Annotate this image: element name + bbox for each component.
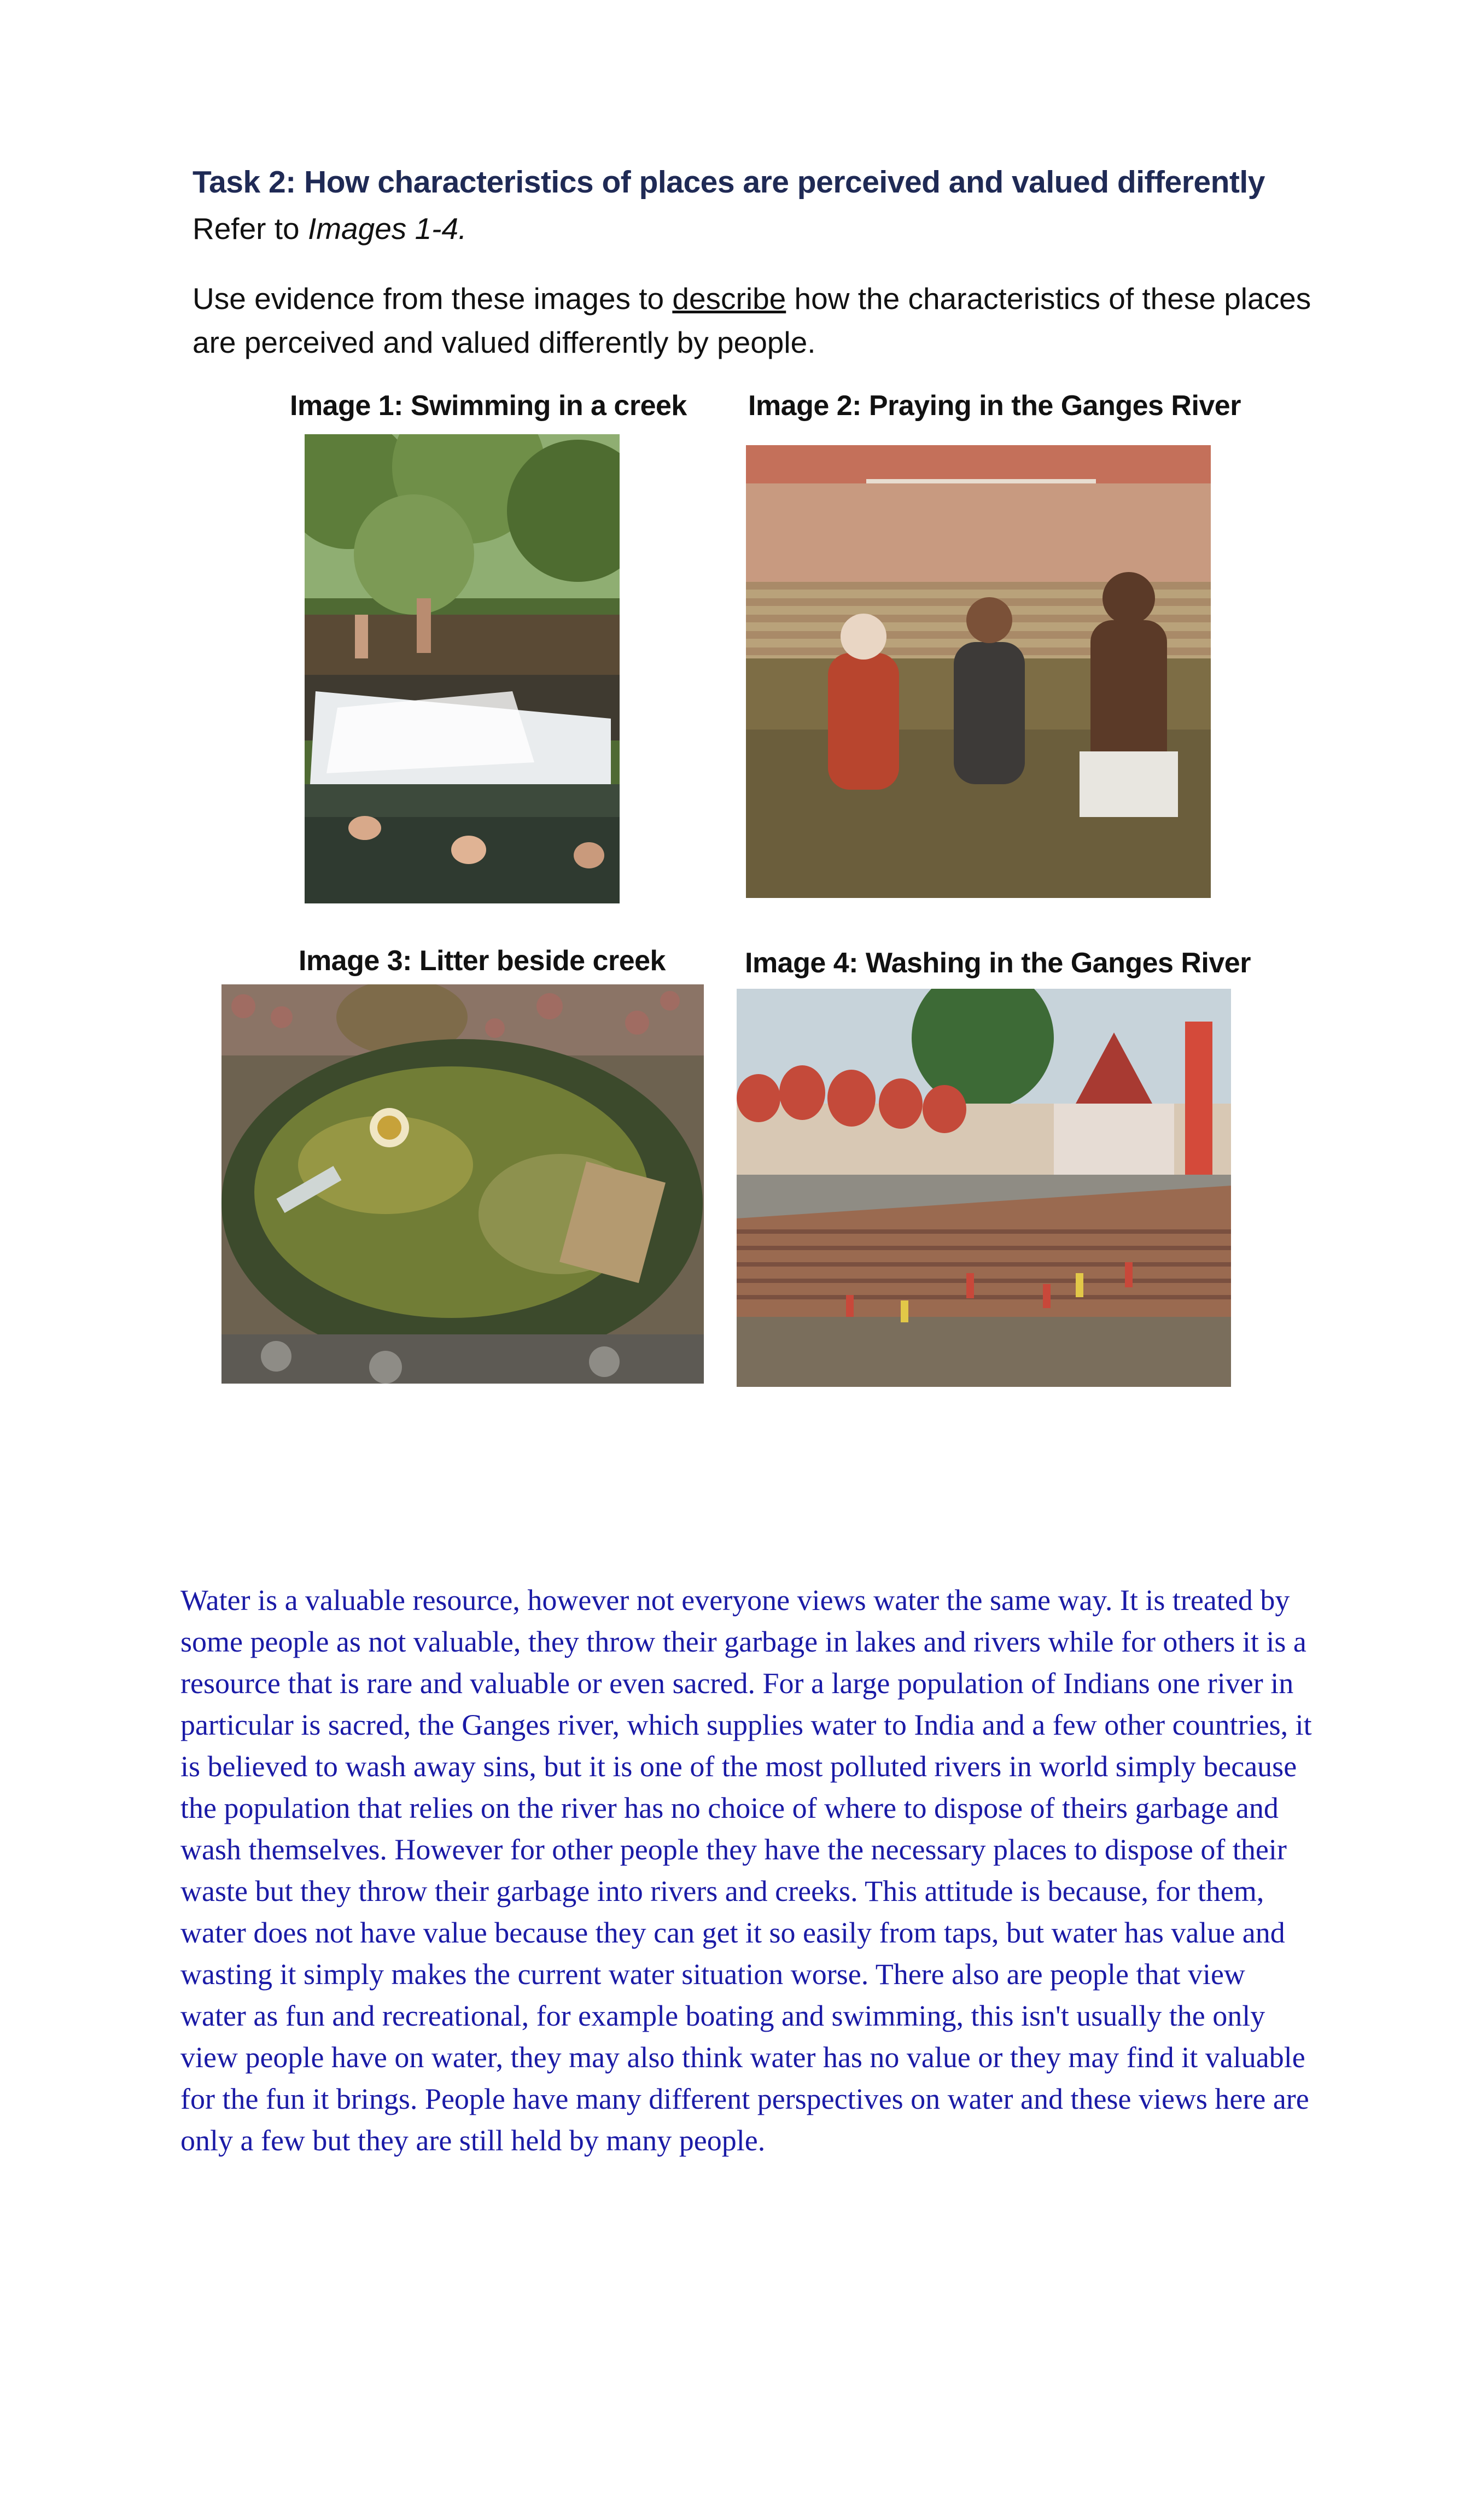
image-2-ganges-praying-photo bbox=[746, 445, 1211, 898]
image-4-ganges-washing-photo bbox=[737, 989, 1231, 1387]
image-2-caption: Image 2: Praying in the Ganges River bbox=[748, 390, 1241, 422]
instruction-before: Use evidence from these images to bbox=[192, 282, 664, 316]
answer-paragraph: Water is a valuable resource, however not everyone views water the same way. It is treated by some people as not valuable, they throw their garbage in lakes and rivers while for others it is a resource that is rare and valuable or even sacred. For a large population of Indians one river in particular is sacred, the Ganges river, which supplies water to India and a few other countries, it is believed to wash away sins, but it is one of the most polluted rivers in world simply because the population that relies on the river has no choice of where to dispose of theirs garbage and wash themselves. However for other people they have the necessary places to dispose of their waste but they throw their garbage into rivers and creeks. This attitude is because, for them, water does not have value because they can get it so easily from taps, but water has value and wasting it simply makes the current water situation worse. There also are people that view water as fun and recreational, for example boating and swimming, this isn't usually the only view people have on water, they may also think water has no value or they may find it valuable for the fun it brings. People have many different perspectives on water and these views here are only a few but they are still held by many people. bbox=[180, 1584, 1312, 2157]
image-3-caption: Image 3: Litter beside creek bbox=[299, 945, 666, 977]
refer-images: Images 1-4. bbox=[307, 212, 467, 246]
image-3-litter-creek-photo bbox=[221, 984, 704, 1384]
refer-prefix: Refer to bbox=[192, 212, 300, 246]
image-1-swimming-creek-photo bbox=[305, 434, 620, 903]
task-title: Task 2: How characteristics of places are perceived and valued differently bbox=[192, 165, 1265, 200]
instruction-after: how the characteristics of these places are perceived and valued differently by people. bbox=[192, 282, 1311, 359]
instruction-keyword: describe bbox=[672, 282, 786, 316]
refer-line bbox=[192, 211, 466, 246]
image-4-caption: Image 4: Washing in the Ganges River bbox=[745, 947, 1251, 979]
instruction-text bbox=[192, 277, 1319, 364]
image-1-caption: Image 1: Swimming in a creek bbox=[290, 390, 687, 422]
